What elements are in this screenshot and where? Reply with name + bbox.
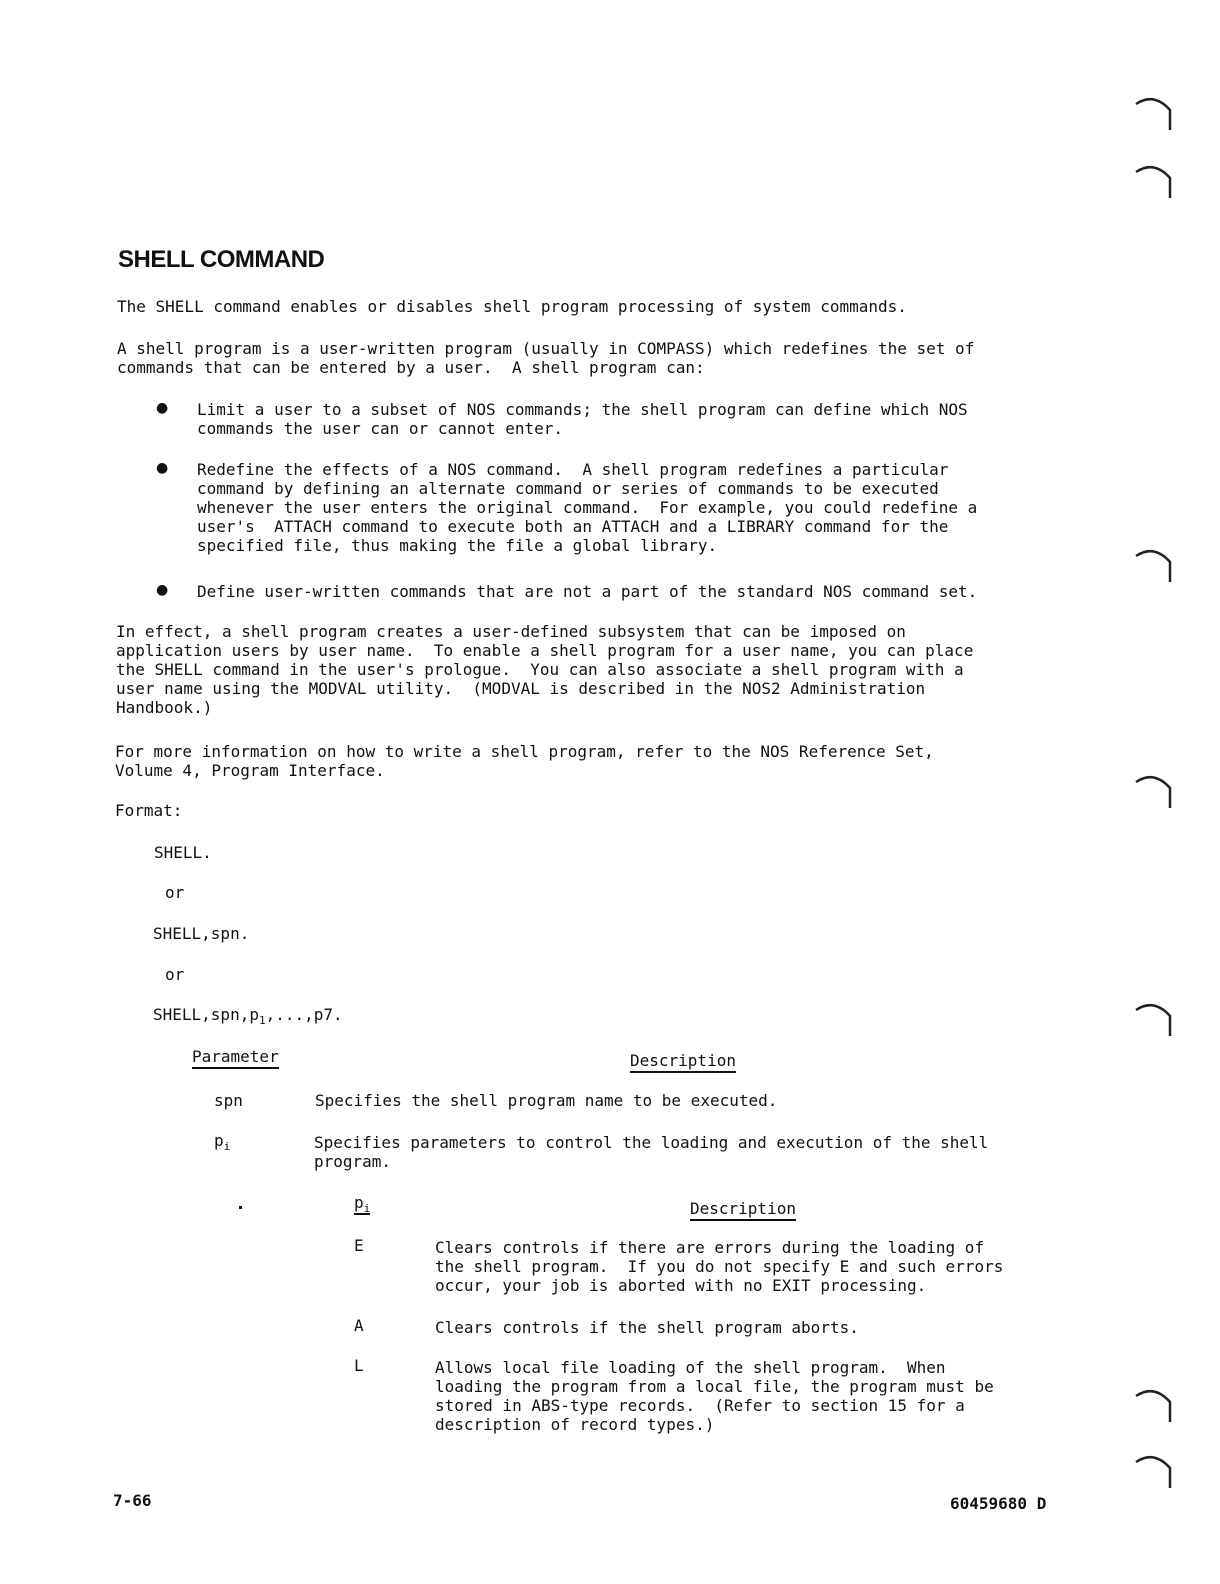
binder-hole-icon <box>1134 998 1174 1042</box>
page-title: SHELL COMMAND <box>118 246 325 273</box>
text-line: In effect, a shell program creates a user-defined subsystem that can be imposed on <box>116 622 906 641</box>
binder-hole-icon <box>1134 544 1174 588</box>
description-header-text: Description <box>630 1051 736 1073</box>
format-text: SHELL,spn,p <box>153 1005 259 1024</box>
description-header <box>630 1051 736 1070</box>
format-text: ,...,p7. <box>265 1005 343 1024</box>
bullet-item <box>197 400 968 438</box>
pi-option-description <box>435 1238 1003 1295</box>
stray-mark <box>239 1206 242 1209</box>
pi-option-description <box>435 1358 994 1434</box>
parameter-header <box>192 1047 279 1066</box>
text-line: A shell program is a user-written program (usually in COMPASS) which redefines the set of <box>117 339 975 358</box>
pi-header-text: p <box>354 1193 364 1212</box>
text-line: commands the user can or cannot enter. <box>197 419 564 438</box>
param-name: spn <box>214 1091 243 1110</box>
param-subscript: i <box>223 1140 231 1154</box>
text-line: For more information on how to write a shell program, refer to the NOS Reference Set, <box>115 742 934 761</box>
text-line: application users by user name. To enable a shell program for a user name, you can place <box>116 641 974 660</box>
text-line: Allows local file loading of the shell program. When <box>435 1358 946 1377</box>
text-line: user name using the MODVAL utility. (MODVAL is described in the NOS2 Administration <box>116 679 926 698</box>
param-text: p <box>214 1131 224 1150</box>
text-line: command by defining an alternate command or series of commands to be executed <box>197 479 939 498</box>
binder-hole-icon <box>1134 160 1174 204</box>
format-subscript: 1 <box>258 1014 266 1028</box>
bullet-icon: ● <box>156 400 169 416</box>
document-number: 60459680 D <box>950 1494 1047 1513</box>
text-line: the SHELL command in the user's prologue. You can also associate a shell program with a <box>116 660 964 679</box>
pi-header-subscript: i <box>363 1202 371 1216</box>
reference-paragraph <box>115 742 934 780</box>
binder-hole-icon <box>1134 1384 1174 1428</box>
binder-hole-icon <box>1134 1450 1174 1494</box>
bullet-icon: ● <box>156 582 169 598</box>
pi-option-description: Clears controls if the shell program aborts. <box>435 1318 859 1337</box>
text-line: program. <box>314 1152 392 1171</box>
param-description <box>314 1133 988 1171</box>
pi-description-header <box>690 1199 796 1218</box>
format-or: or <box>165 965 185 984</box>
pi-description-header-text: Description <box>690 1199 796 1221</box>
text-line: Limit a user to a subset of NOS commands; the shell program can define which NOS <box>197 400 968 419</box>
param-description: Specifies the shell program name to be executed. <box>315 1091 778 1110</box>
pi-option: A <box>354 1316 364 1335</box>
text-line: Define user-written commands that are not a part of the standard NOS command set. <box>197 582 978 601</box>
text-line: the shell program. If you do not specify E and such errors <box>435 1257 1004 1276</box>
intro-paragraph: The SHELL command enables or disables shell program processing of system commands. <box>117 297 907 316</box>
text-line: commands that can be entered by a user. A shell program can: <box>117 358 705 377</box>
pi-option: E <box>354 1236 364 1255</box>
page-number: 7-66 <box>113 1491 152 1510</box>
bullet-item <box>197 460 977 555</box>
text-line: description of record types.) <box>435 1415 715 1434</box>
text-line: occur, your job is aborted with no EXIT processing. <box>435 1276 927 1295</box>
format-label: Format: <box>115 801 183 820</box>
format-line: SHELL,spn. <box>153 924 250 943</box>
param-name <box>214 1131 230 1156</box>
text-line: Volume 4, Program Interface. <box>115 761 385 780</box>
text-line: Specifies parameters to control the loading and execution of the shell <box>314 1133 989 1152</box>
binder-hole-icon <box>1134 770 1174 814</box>
pi-header <box>354 1193 370 1218</box>
binder-hole-icon <box>1134 92 1174 136</box>
bullet-item <box>197 582 977 601</box>
text-line: Clears controls if there are errors during the loading of <box>435 1238 985 1257</box>
shell-definition-paragraph <box>117 339 974 377</box>
text-line: Handbook.) <box>116 698 213 717</box>
pi-option: L <box>354 1356 364 1375</box>
text-line: stored in ABS-type records. (Refer to section 15 for a <box>435 1396 965 1415</box>
text-line: user's ATTACH command to execute both an ATTACH and a LIBRARY command for the <box>197 517 949 536</box>
format-line: SHELL. <box>154 843 212 862</box>
text-line: whenever the user enters the original command. For example, you could redefine a <box>197 498 978 517</box>
bullet-icon: ● <box>156 460 169 476</box>
format-or: or <box>165 883 185 902</box>
format-line <box>153 1005 343 1030</box>
parameter-header-text: Parameter <box>192 1047 279 1069</box>
text-line: Redefine the effects of a NOS command. A shell program redefines a particular <box>197 460 949 479</box>
subsystem-paragraph <box>116 622 973 717</box>
text-line: loading the program from a local file, the program must be <box>435 1377 994 1396</box>
text-line: specified file, thus making the file a global library. <box>197 536 718 555</box>
